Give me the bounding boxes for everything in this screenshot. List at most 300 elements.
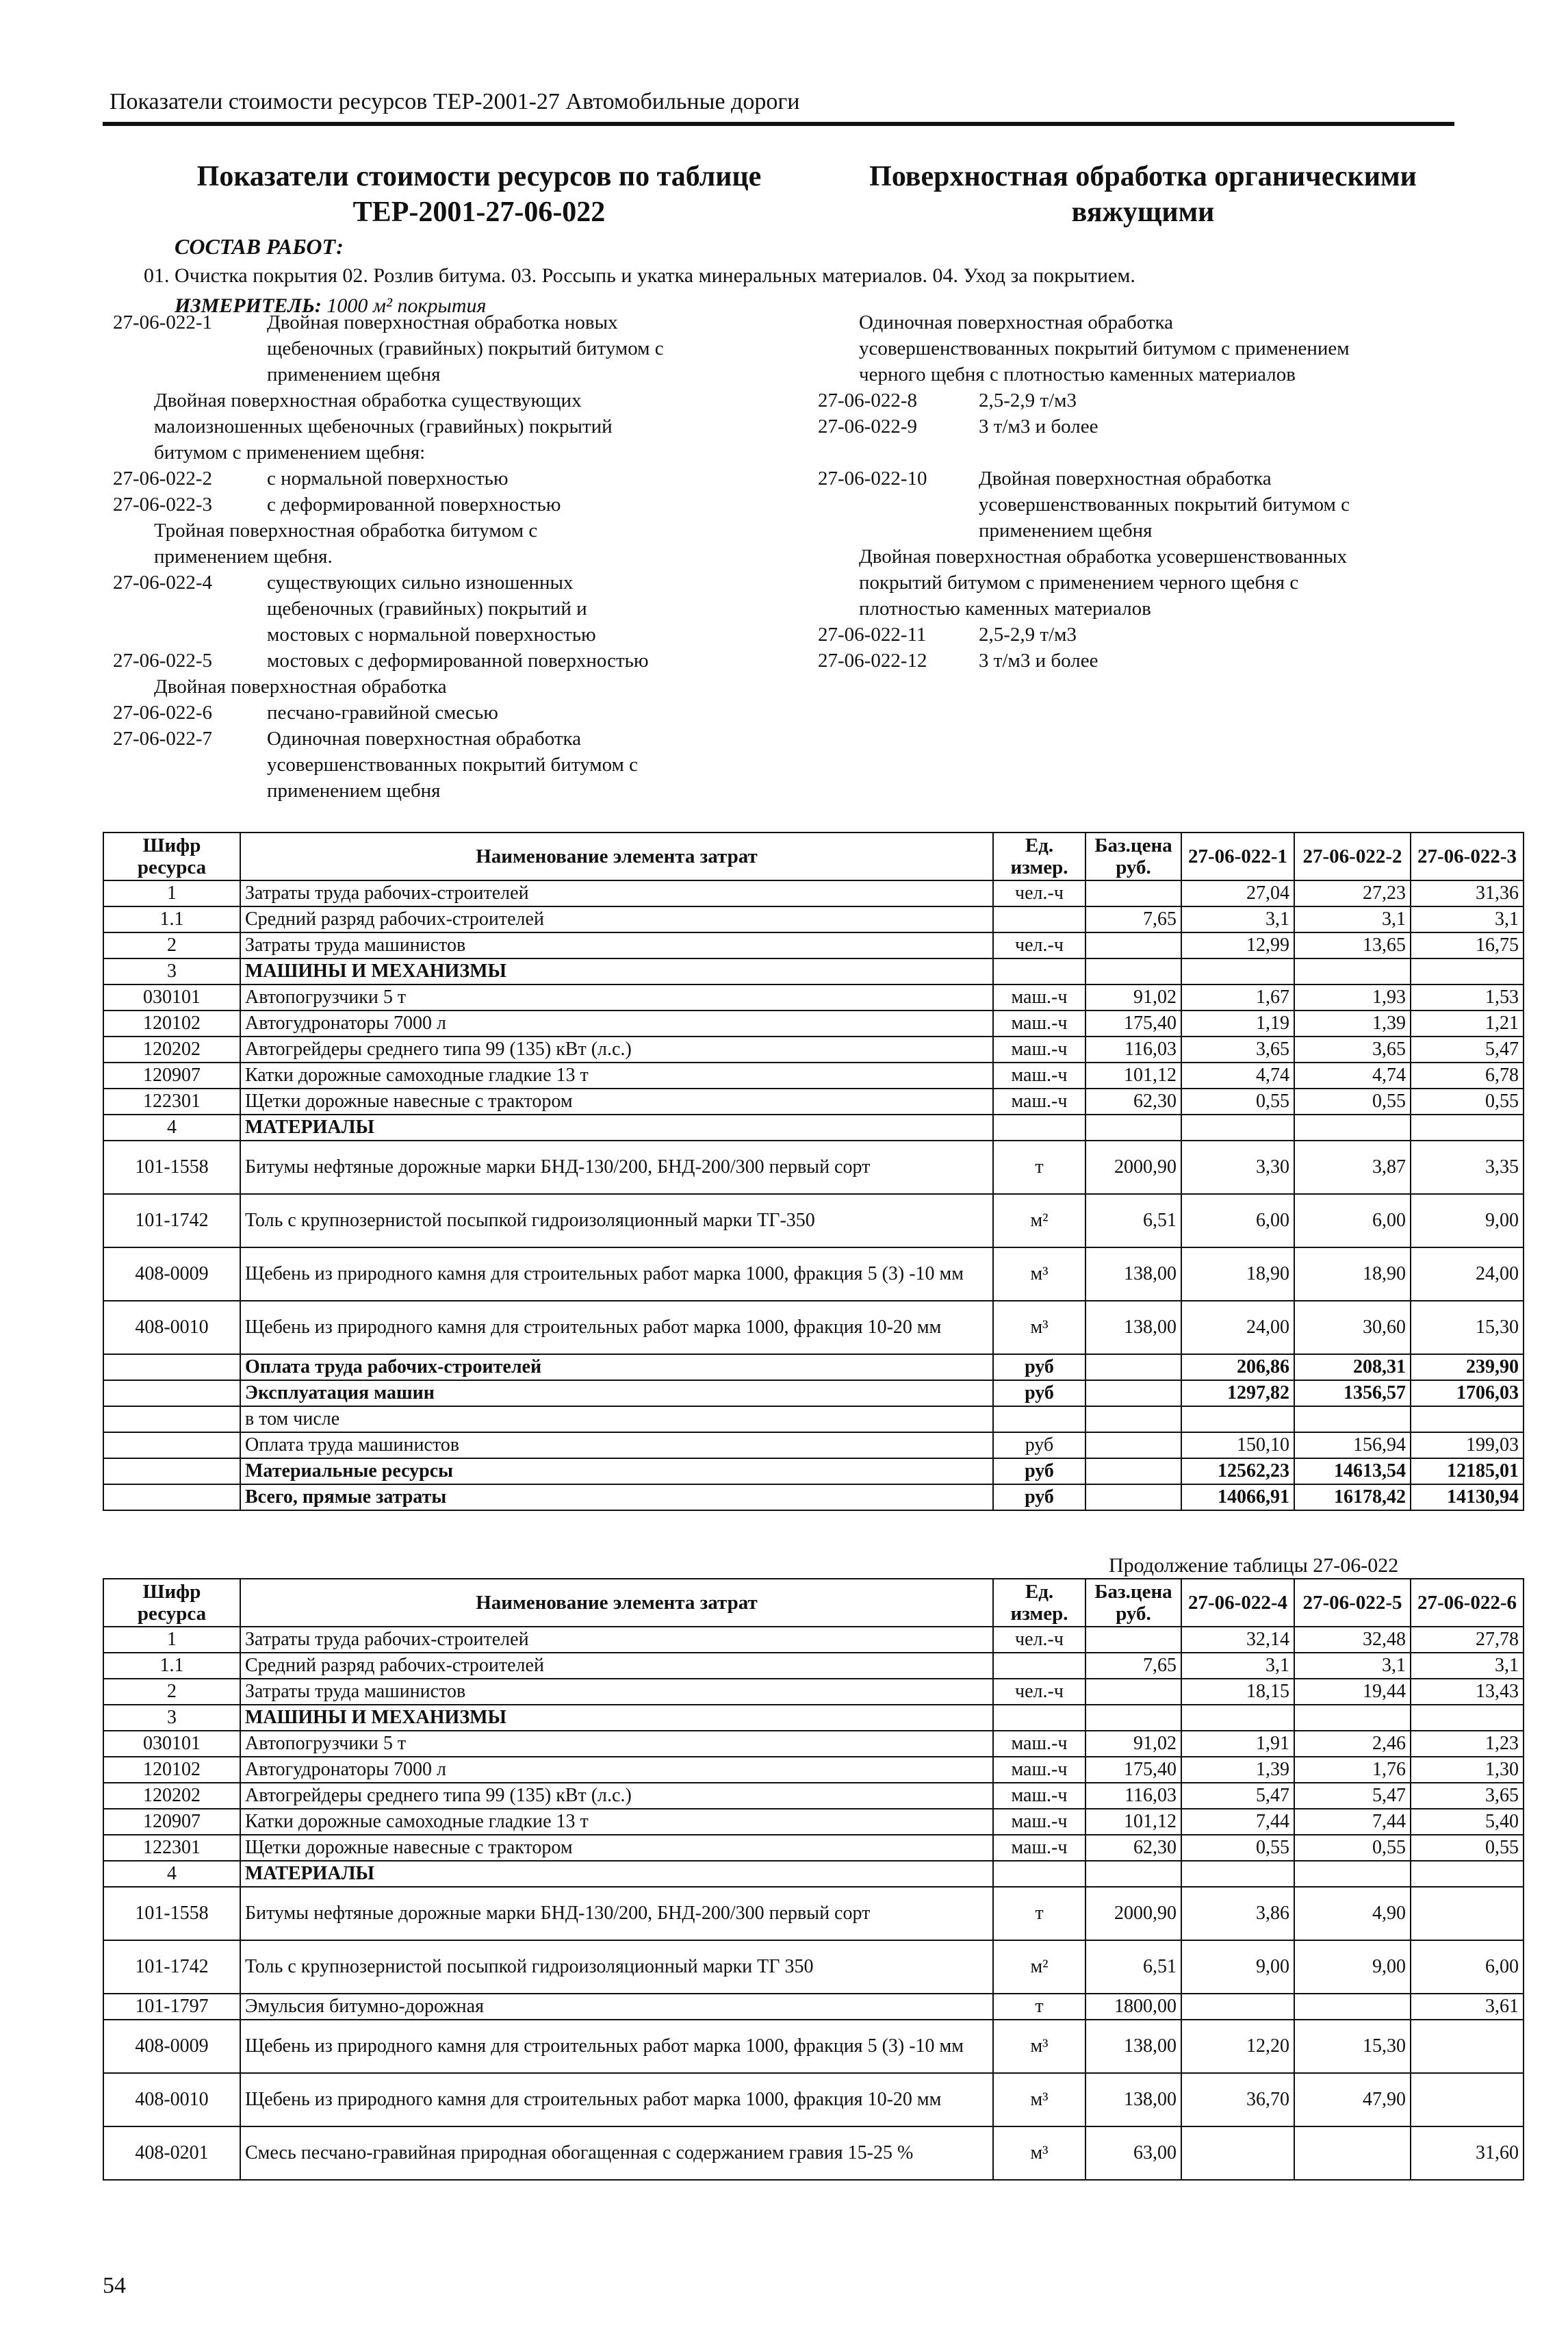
table-code-row: [818, 596, 1475, 622]
table-code-description: усовершенствованных покрытий битумом с: [267, 754, 638, 776]
cell-value: 16,75: [1411, 932, 1524, 958]
cell-unit: чел.-ч: [993, 932, 1085, 958]
cell-value: [1294, 2126, 1411, 2180]
cell-name: Затраты труда машинистов: [240, 932, 993, 958]
cell-name: Толь с крупнозернистой посыпкой гидроизоляционный марки ТГ 350: [240, 1940, 993, 1994]
cell-price: 116,03: [1085, 1783, 1181, 1809]
cell-unit: маш.-ч: [993, 984, 1085, 1011]
table-code-description: Одиночная поверхностная обработка: [267, 728, 582, 750]
cell-code: 120202: [103, 1783, 240, 1809]
table-code-description: усовершенствованных покрытий битумом с применением: [859, 338, 1350, 359]
table-header-row: [103, 833, 1524, 880]
header-col-1: 27-06-022-4: [1181, 1579, 1294, 1627]
table-code-row: [113, 518, 797, 544]
cell-value: 1706,03: [1411, 1380, 1524, 1406]
cell-value: 156,94: [1294, 1432, 1411, 1458]
meter-value: 1000 м² покрытия: [326, 294, 487, 317]
table-code-description: применением щебня: [267, 780, 441, 802]
table-row: [103, 1679, 1524, 1705]
table-row: [103, 1141, 1524, 1194]
total-row: [103, 1354, 1524, 1380]
cell-price: 138,00: [1085, 1301, 1181, 1354]
cell-value: 36,70: [1181, 2073, 1294, 2126]
cell-value: 13,65: [1294, 932, 1411, 958]
cell-value: 3,87: [1294, 1141, 1411, 1194]
cell-unit: маш.-ч: [993, 1757, 1085, 1783]
cell-code: 408-0009: [103, 1247, 240, 1301]
table-code-row: [818, 518, 1475, 544]
table-code: 27-06-022-5: [113, 650, 212, 672]
cell-unit: м³: [993, 2073, 1085, 2126]
cell-price: [1085, 1432, 1181, 1458]
table-row: [103, 1011, 1524, 1037]
cell-value: 18,15: [1181, 1679, 1294, 1705]
table-code-description: с нормальной поверхностью: [267, 468, 509, 490]
cell-unit: [993, 906, 1085, 932]
cell-value: 1,91: [1181, 1731, 1294, 1757]
cell-price: 175,40: [1085, 1757, 1181, 1783]
cell-price: [1085, 1627, 1181, 1653]
cell-code: 408-0010: [103, 2073, 240, 2126]
table-code: 27-06-022-8: [818, 390, 917, 411]
table-title-line-1: Показатели стоимости ресурсов по таблице: [196, 161, 762, 192]
cell-value: [1181, 1406, 1294, 1432]
cell-value: 3,65: [1181, 1037, 1294, 1063]
table-code-description: применением щебня: [267, 364, 441, 385]
table-code-row: [113, 335, 797, 361]
cell-unit: т: [993, 1994, 1085, 2020]
table-row: [103, 2126, 1524, 2180]
cell-value: [1411, 2020, 1524, 2073]
table-code-row: [113, 309, 797, 335]
cell-code: [103, 1354, 240, 1380]
table-codes-right: [818, 309, 1475, 674]
table-row: [103, 1194, 1524, 1247]
composition-label: СОСТАВ РАБОТ:: [175, 234, 344, 259]
cell-name: Щетки дорожные навесные с трактором: [240, 1089, 993, 1115]
cell-name: Щетки дорожные навесные с трактором: [240, 1835, 993, 1861]
cell-value: 0,55: [1411, 1089, 1524, 1115]
cell-value: 14130,94: [1411, 1484, 1524, 1510]
cell-code: 120102: [103, 1757, 240, 1783]
cell-name: Оплата труда рабочих-строителей: [240, 1354, 993, 1380]
header-unit: Ед. измер.: [993, 833, 1085, 880]
header-col-2: 27-06-022-5: [1294, 1579, 1411, 1627]
table-code-description: малоизношенных щебеночных (гравийных) покрытий: [154, 416, 613, 437]
table-row: [103, 1627, 1524, 1653]
table-code-row: [113, 440, 797, 466]
table-code-row: [113, 414, 797, 440]
cell-price: [1085, 1705, 1181, 1731]
table-code-description: щебеночных (гравийных) покрытий битумом с: [267, 338, 664, 359]
cell-name: Катки дорожные самоходные гладкие 13 т: [240, 1063, 993, 1089]
cell-price: 116,03: [1085, 1037, 1181, 1063]
cell-value: 5,47: [1181, 1783, 1294, 1809]
cell-name: Эксплуатация машин: [240, 1380, 993, 1406]
cell-value: 5,40: [1411, 1809, 1524, 1835]
cell-code: 101-1558: [103, 1141, 240, 1194]
table-code-row: [113, 752, 797, 778]
cell-value: 3,61: [1411, 1994, 1524, 2020]
cell-price: 175,40: [1085, 1011, 1181, 1037]
cell-price: [1085, 1679, 1181, 1705]
cell-price: 101,12: [1085, 1809, 1181, 1835]
table-code-description: плотностью каменных материалов: [859, 598, 1151, 620]
cell-value: 15,30: [1294, 2020, 1411, 2073]
cell-code: [103, 1406, 240, 1432]
cell-price: 101,12: [1085, 1063, 1181, 1089]
cell-price: [1085, 1354, 1181, 1380]
cell-unit: м³: [993, 1301, 1085, 1354]
table-code-row: [113, 726, 797, 752]
table-code-row: [818, 388, 1475, 414]
works-list: 01. Очистка покрытия 02. Розлив битума. 03. Россыпь и укатка минеральных материалов. 04. Уход за покрытием.: [144, 264, 1135, 287]
cell-value: 0,55: [1294, 1835, 1411, 1861]
cell-value: [1411, 1887, 1524, 1940]
table-code-description: Двойная поверхностная обработка: [154, 676, 447, 698]
cell-value: 16178,42: [1294, 1484, 1411, 1510]
cell-code: 1: [103, 880, 240, 906]
table-code-row: [113, 700, 797, 726]
table-code: 27-06-022-4: [113, 572, 212, 594]
cell-value: 9,00: [1181, 1940, 1294, 1994]
cell-code: 101-1797: [103, 1994, 240, 2020]
total-row: [103, 1380, 1524, 1406]
header-name: Наименование элемента затрат: [240, 833, 993, 880]
resource-table-1: [103, 832, 1524, 1511]
cell-name: в том числе: [240, 1406, 993, 1432]
cell-unit: т: [993, 1887, 1085, 1940]
cell-value: [1411, 958, 1524, 984]
table-row: [103, 1089, 1524, 1115]
cell-value: 1,39: [1294, 1011, 1411, 1037]
cell-price: [1085, 1458, 1181, 1484]
table-code-row: [113, 492, 797, 518]
cell-price: [1085, 880, 1181, 906]
cell-value: 19,44: [1294, 1679, 1411, 1705]
cell-name: Автогудронаторы 7000 л: [240, 1757, 993, 1783]
cell-value: 18,90: [1294, 1247, 1411, 1301]
table-code-description: Двойная поверхностная обработка новых: [267, 312, 618, 333]
cell-price: 7,65: [1085, 1653, 1181, 1679]
cell-unit: [993, 1653, 1085, 1679]
table-code-row: [818, 570, 1475, 596]
table-row: [103, 1247, 1524, 1301]
cell-value: 4,74: [1294, 1063, 1411, 1089]
cell-name: Автопогрузчики 5 т: [240, 1731, 993, 1757]
page-number: 54: [103, 2273, 126, 2298]
cell-value: [1181, 1861, 1294, 1887]
cell-unit: [993, 1705, 1085, 1731]
cell-value: 3,65: [1411, 1783, 1524, 1809]
table-code-description: мостовых с деформированной поверхностью: [267, 650, 649, 672]
cell-name: Щебень из природного камня для строительных работ марка 1000, фракция 5 (3) -10 мм: [240, 1247, 993, 1301]
cell-value: 6,00: [1181, 1194, 1294, 1247]
cell-unit: чел.-ч: [993, 1627, 1085, 1653]
section-row: [103, 1705, 1524, 1731]
cell-value: 0,55: [1181, 1835, 1294, 1861]
table-code-description: 3 т/м3 и более: [979, 416, 1098, 437]
cell-value: 0,55: [1181, 1089, 1294, 1115]
cell-value: 0,55: [1411, 1835, 1524, 1861]
cell-price: [1085, 1484, 1181, 1510]
cell-name: Смесь песчано-гравийная природная обогащенная с содержанием гравия 15-25 %: [240, 2126, 993, 2180]
cell-name: Автогрейдеры среднего типа 99 (135) кВт (л.с.): [240, 1783, 993, 1809]
cell-value: 1,67: [1181, 984, 1294, 1011]
cell-unit: маш.-ч: [993, 1037, 1085, 1063]
cell-code: 120202: [103, 1037, 240, 1063]
cell-name: МАТЕРИАЛЫ: [240, 1861, 993, 1887]
cell-value: 18,90: [1181, 1247, 1294, 1301]
cell-value: 1,30: [1411, 1757, 1524, 1783]
header-col-1: 27-06-022-1: [1181, 833, 1294, 880]
header-code: Шифр ресурса: [103, 833, 240, 880]
cell-value: [1294, 1861, 1411, 1887]
cell-value: 150,10: [1181, 1432, 1294, 1458]
table-title: [137, 159, 821, 230]
section-title-line-2: вяжущими: [1071, 196, 1215, 228]
cell-price: 6,51: [1085, 1940, 1181, 1994]
cell-value: 1356,57: [1294, 1380, 1411, 1406]
cell-price: 7,65: [1085, 906, 1181, 932]
cell-value: [1294, 1406, 1411, 1432]
table-code-row: [818, 309, 1475, 335]
table-row: [103, 1063, 1524, 1089]
cell-value: 12185,01: [1411, 1458, 1524, 1484]
running-header: Показатели стоимости ресурсов ТЕР-2001-27 Автомобильные дороги: [110, 89, 800, 114]
cell-unit: руб: [993, 1432, 1085, 1458]
table-code-row: [113, 388, 797, 414]
table-title-line-2: ТЕР-2001-27-06-022: [352, 196, 606, 228]
cell-unit: руб: [993, 1484, 1085, 1510]
table-code-description: существующих сильно изношенных: [267, 572, 574, 594]
cell-unit: [993, 1115, 1085, 1141]
cell-value: 31,36: [1411, 880, 1524, 906]
cell-value: 14066,91: [1181, 1484, 1294, 1510]
table-code-row: [818, 492, 1475, 518]
cell-value: 13,43: [1411, 1679, 1524, 1705]
table-code-row: [818, 414, 1475, 440]
cell-price: 138,00: [1085, 2073, 1181, 2126]
cell-code: 120907: [103, 1063, 240, 1089]
cell-code: 120907: [103, 1809, 240, 1835]
table-code-description: покрытий битумом с применением черного щебня с: [859, 572, 1299, 594]
cell-name: Катки дорожные самоходные гладкие 13 т: [240, 1809, 993, 1835]
table-code-row: [113, 778, 797, 804]
cell-name: МАТЕРИАЛЫ: [240, 1115, 993, 1141]
cell-value: [1181, 2126, 1294, 2180]
cell-value: [1411, 2073, 1524, 2126]
table-row: [103, 1731, 1524, 1757]
cell-code: 408-0010: [103, 1301, 240, 1354]
cell-code: 3: [103, 958, 240, 984]
cell-value: 31,60: [1411, 2126, 1524, 2180]
cell-code: [103, 1432, 240, 1458]
table-code-description: 3 т/м3 и более: [979, 650, 1098, 672]
table-code-row: [113, 674, 797, 700]
cell-value: 6,00: [1411, 1940, 1524, 1994]
section-row: [103, 1115, 1524, 1141]
table-row: [103, 1940, 1524, 1994]
cell-value: 9,00: [1411, 1194, 1524, 1247]
cell-name: Битумы нефтяные дорожные марки БНД-130/200, БНД-200/300 первый сорт: [240, 1887, 993, 1940]
cell-unit: маш.-ч: [993, 1011, 1085, 1037]
cell-name: МАШИНЫ И МЕХАНИЗМЫ: [240, 958, 993, 984]
total-row: [103, 1484, 1524, 1510]
cell-name: Материальные ресурсы: [240, 1458, 993, 1484]
cell-unit: маш.-ч: [993, 1835, 1085, 1861]
cell-value: 9,00: [1294, 1940, 1411, 1994]
cell-unit: чел.-ч: [993, 880, 1085, 906]
cell-value: [1411, 1115, 1524, 1141]
cell-value: 7,44: [1181, 1809, 1294, 1835]
cell-value: 1297,82: [1181, 1380, 1294, 1406]
cell-unit: маш.-ч: [993, 1809, 1085, 1835]
header-code: Шифр ресурса: [103, 1579, 240, 1627]
cell-unit: чел.-ч: [993, 1679, 1085, 1705]
cell-code: 1.1: [103, 1653, 240, 1679]
cell-code: 408-0009: [103, 2020, 240, 2073]
table-code-row: [818, 440, 1475, 466]
cell-price: 91,02: [1085, 984, 1181, 1011]
table-code-row: [818, 466, 1475, 492]
cell-price: 62,30: [1085, 1089, 1181, 1115]
cell-unit: м³: [993, 2126, 1085, 2180]
cell-code: 122301: [103, 1835, 240, 1861]
cell-value: 6,78: [1411, 1063, 1524, 1089]
table-row: [103, 1809, 1524, 1835]
table-code: 27-06-022-3: [113, 494, 212, 516]
cell-name: Эмульсия битумно-дорожная: [240, 1994, 993, 2020]
table-code-description: битумом с применением щебня:: [154, 442, 426, 463]
cell-unit: руб: [993, 1380, 1085, 1406]
cell-unit: м³: [993, 2020, 1085, 2073]
table-code-description: 2,5-2,9 т/м3: [979, 624, 1077, 646]
cell-value: 3,1: [1294, 1653, 1411, 1679]
table-code-row: [113, 596, 797, 622]
cell-name: Автогудронаторы 7000 л: [240, 1011, 993, 1037]
cell-value: 12,99: [1181, 932, 1294, 958]
table-row: [103, 880, 1524, 906]
table-row: [103, 1783, 1524, 1809]
cell-value: [1411, 1861, 1524, 1887]
cell-value: 32,14: [1181, 1627, 1294, 1653]
table-code: 27-06-022-1: [113, 312, 212, 333]
cell-value: 3,30: [1181, 1141, 1294, 1194]
table-code-row: [113, 622, 797, 648]
cell-unit: м³: [993, 1247, 1085, 1301]
cell-code: 101-1558: [103, 1887, 240, 1940]
cell-value: 30,60: [1294, 1301, 1411, 1354]
cell-value: [1294, 958, 1411, 984]
table-code-description: применением щебня.: [154, 546, 333, 568]
cell-code: [103, 1380, 240, 1406]
cell-value: 3,1: [1411, 906, 1524, 932]
cell-code: 2: [103, 1679, 240, 1705]
table-row: [103, 1887, 1524, 1940]
table-code-description: с деформированной поверхностью: [267, 494, 561, 516]
cell-code: 101-1742: [103, 1194, 240, 1247]
cell-value: 14613,54: [1294, 1458, 1411, 1484]
table-code-row: [113, 466, 797, 492]
cell-price: 2000,90: [1085, 1141, 1181, 1194]
table-row: [103, 1757, 1524, 1783]
header-col-3: 27-06-022-6: [1411, 1579, 1524, 1627]
cell-value: 6,00: [1294, 1194, 1411, 1247]
cell-code: 408-0201: [103, 2126, 240, 2180]
cell-value: 1,39: [1181, 1757, 1294, 1783]
cell-name: Средний разряд рабочих-строителей: [240, 906, 993, 932]
total-row: [103, 1458, 1524, 1484]
cell-code: 030101: [103, 984, 240, 1011]
cell-unit: маш.-ч: [993, 1063, 1085, 1089]
cell-price: [1085, 1115, 1181, 1141]
cell-value: 47,90: [1294, 2073, 1411, 2126]
cell-value: [1411, 1406, 1524, 1432]
cell-value: 12,20: [1181, 2020, 1294, 2073]
cell-price: 63,00: [1085, 2126, 1181, 2180]
cell-unit: маш.-ч: [993, 1089, 1085, 1115]
cell-unit: руб: [993, 1458, 1085, 1484]
cell-value: 3,1: [1181, 1653, 1294, 1679]
cell-unit: [993, 1406, 1085, 1432]
table-code-row: [113, 648, 797, 674]
header-col-2: 27-06-022-2: [1294, 833, 1411, 880]
cell-price: [1085, 958, 1181, 984]
cell-code: 101-1742: [103, 1940, 240, 1994]
table-row: [103, 906, 1524, 932]
header-price: Баз.цена руб.: [1085, 833, 1181, 880]
cell-name: Щебень из природного камня для строительных работ марка 1000, фракция 5 (3) -10 мм: [240, 2020, 993, 2073]
cell-value: 12562,23: [1181, 1458, 1294, 1484]
table-header-row: [103, 1579, 1524, 1627]
cell-price: [1085, 1380, 1181, 1406]
cell-unit: руб: [993, 1354, 1085, 1380]
table-code: 27-06-022-6: [113, 702, 212, 724]
cell-value: [1181, 958, 1294, 984]
cell-name: Затраты труда рабочих-строителей: [240, 880, 993, 906]
cell-value: [1294, 1705, 1411, 1731]
table-code-row: [818, 622, 1475, 648]
cell-unit: маш.-ч: [993, 1783, 1085, 1809]
header-price: Баз.цена руб.: [1085, 1579, 1181, 1627]
cell-value: 1,53: [1411, 984, 1524, 1011]
table-code-description: черного щебня с плотностью каменных материалов: [859, 364, 1296, 385]
cell-value: [1181, 1115, 1294, 1141]
table-row: [103, 1406, 1524, 1432]
table-code-description: Двойная поверхностная обработка: [979, 468, 1272, 490]
cell-value: 15,30: [1411, 1301, 1524, 1354]
cell-price: [1085, 932, 1181, 958]
table-code-description: усовершенствованных покрытий битумом с: [979, 494, 1350, 516]
table-row: [103, 1301, 1524, 1354]
header-name: Наименование элемента затрат: [240, 1579, 993, 1627]
table-code-description: Тройная поверхностная обработка битумом с: [154, 520, 538, 542]
table-code: 27-06-022-7: [113, 728, 212, 750]
section-title-line-1: Поверхностная обработка органическими: [869, 161, 1417, 192]
resource-table-2: [103, 1578, 1524, 2181]
table-code: 27-06-022-10: [818, 468, 927, 490]
cell-value: [1181, 1994, 1294, 2020]
cell-price: [1085, 1861, 1181, 1887]
cell-name: Щебень из природного камня для строительных работ марка 1000, фракция 10-20 мм: [240, 1301, 993, 1354]
cell-value: [1181, 1705, 1294, 1731]
cell-value: 239,90: [1411, 1354, 1524, 1380]
cell-code: 3: [103, 1705, 240, 1731]
cell-name: Средний разряд рабочих-строителей: [240, 1653, 993, 1679]
cell-value: 24,00: [1181, 1301, 1294, 1354]
cell-value: 27,04: [1181, 880, 1294, 906]
